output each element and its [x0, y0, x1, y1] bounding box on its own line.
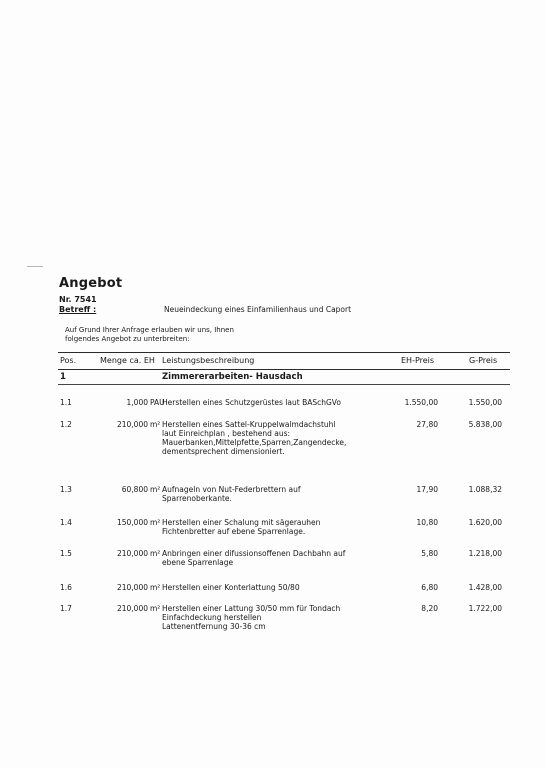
header-total-price: G-Preis: [469, 356, 498, 365]
subject-label: Betreff :: [59, 305, 97, 314]
item-pos: 1.1: [60, 398, 72, 407]
description-line: Lattenentfernung 30-36 cm: [162, 622, 266, 631]
offer-number: Nr. 7541: [59, 295, 97, 304]
document-title: Angebot: [59, 276, 123, 291]
item-unit: m²: [150, 518, 161, 527]
intro-text: [65, 326, 365, 344]
item-unit: m²: [150, 420, 161, 429]
description-line: Herstellen einer Lattung 30/50 mm für Tondach: [162, 604, 341, 613]
item-qty: 210,000: [116, 420, 148, 429]
item-unit-price: 27,80: [416, 420, 438, 429]
subject-text: Neueindeckung eines Einfamilienhaus und Caport: [164, 305, 352, 314]
item-total-price: 1.428,00: [468, 583, 502, 592]
subject-row: [59, 305, 519, 317]
item-description: [162, 604, 340, 631]
item-unit-price: 1.550,00: [404, 398, 438, 407]
item-qty: 210,000: [116, 583, 148, 592]
header-pos: Pos.: [60, 356, 77, 365]
description-line: Herstellen einer Konterlattung 50/80: [162, 583, 300, 592]
scan-mark: [27, 266, 43, 267]
item-unit-price: 10,80: [416, 518, 438, 527]
item-pos: 1.2: [60, 420, 72, 429]
section-title: Zimmererarbeiten- Hausdach: [162, 372, 303, 382]
description-line: Herstellen einer Schalung mit sägerauhen: [162, 518, 321, 527]
description-line: laut Einreichplan , bestehend aus:: [162, 429, 291, 438]
item-qty: 150,000: [116, 518, 148, 527]
item-pos: 1.6: [60, 583, 72, 592]
item-unit: PAU: [150, 398, 165, 407]
description-line: Mauerbanken,Mittelpfette,Sparren,Zangendecke,: [162, 438, 347, 447]
document-header: [59, 276, 519, 317]
description-line: ebene Sparrenlage: [162, 558, 234, 567]
header-unit-price: EH-Preis: [401, 356, 435, 365]
item-unit-price: 17,90: [416, 485, 438, 494]
table-header: [58, 352, 510, 370]
item-description: [162, 485, 301, 503]
item-total-price: 1.620,00: [468, 518, 502, 527]
item-description: [162, 583, 300, 592]
description-line: Aufnageln von Nut-Federbrettern auf: [162, 485, 301, 494]
item-qty: 1,000: [126, 398, 148, 407]
item-unit-price: 6,80: [421, 583, 438, 592]
item-unit: m²: [150, 549, 161, 558]
description-line: Einfachdeckung herstellen: [162, 613, 262, 622]
section-row: [58, 370, 510, 385]
item-total-price: 1.088,32: [468, 485, 502, 494]
item-description: [162, 420, 346, 456]
item-total-price: 5.838,00: [468, 420, 502, 429]
item-total-price: 1.218,00: [468, 549, 502, 558]
header-qty: Menge ca. EH: [100, 356, 155, 365]
item-unit: m²: [150, 583, 161, 592]
item-description: [162, 549, 345, 567]
item-total-price: 1.550,00: [468, 398, 502, 407]
description-line: Herstellen eines Sattel-Kruppelwalmdachstuhl: [162, 420, 336, 429]
intro-line: folgendes Angebot zu unterbreiten:: [65, 335, 190, 343]
item-total-price: 1.722,00: [468, 604, 502, 613]
section-number: 1: [60, 372, 66, 382]
item-unit: m²: [150, 604, 161, 613]
item-qty: 210,000: [116, 604, 148, 613]
item-qty: 210,000: [116, 549, 148, 558]
item-unit: m²: [150, 485, 161, 494]
intro-line: Auf Grund Ihrer Anfrage erlauben wir uns, Ihnen: [65, 326, 234, 334]
item-unit-price: 8,20: [421, 604, 438, 613]
item-unit-price: 5,80: [421, 549, 438, 558]
offer-table: [58, 352, 510, 385]
description-line: Anbringen einer difussionsoffenen Dachbahn auf: [162, 549, 346, 558]
description-line: Herstellen eines Schutzgerüstes laut BASchGVo: [162, 398, 341, 407]
item-pos: 1.7: [60, 604, 72, 613]
item-pos: 1.5: [60, 549, 72, 558]
item-description: [162, 398, 341, 407]
item-description: [162, 518, 320, 536]
description-line: Fichtenbretter auf ebene Sparrenlage.: [162, 527, 306, 536]
description-line: dementsprechent dimensioniert.: [162, 447, 285, 456]
item-pos: 1.3: [60, 485, 72, 494]
header-desc: Leistungsbeschreibung: [162, 356, 255, 365]
description-line: Sparrenoberkante.: [162, 494, 232, 503]
item-pos: 1.4: [60, 518, 72, 527]
item-qty: 60,800: [121, 485, 148, 494]
